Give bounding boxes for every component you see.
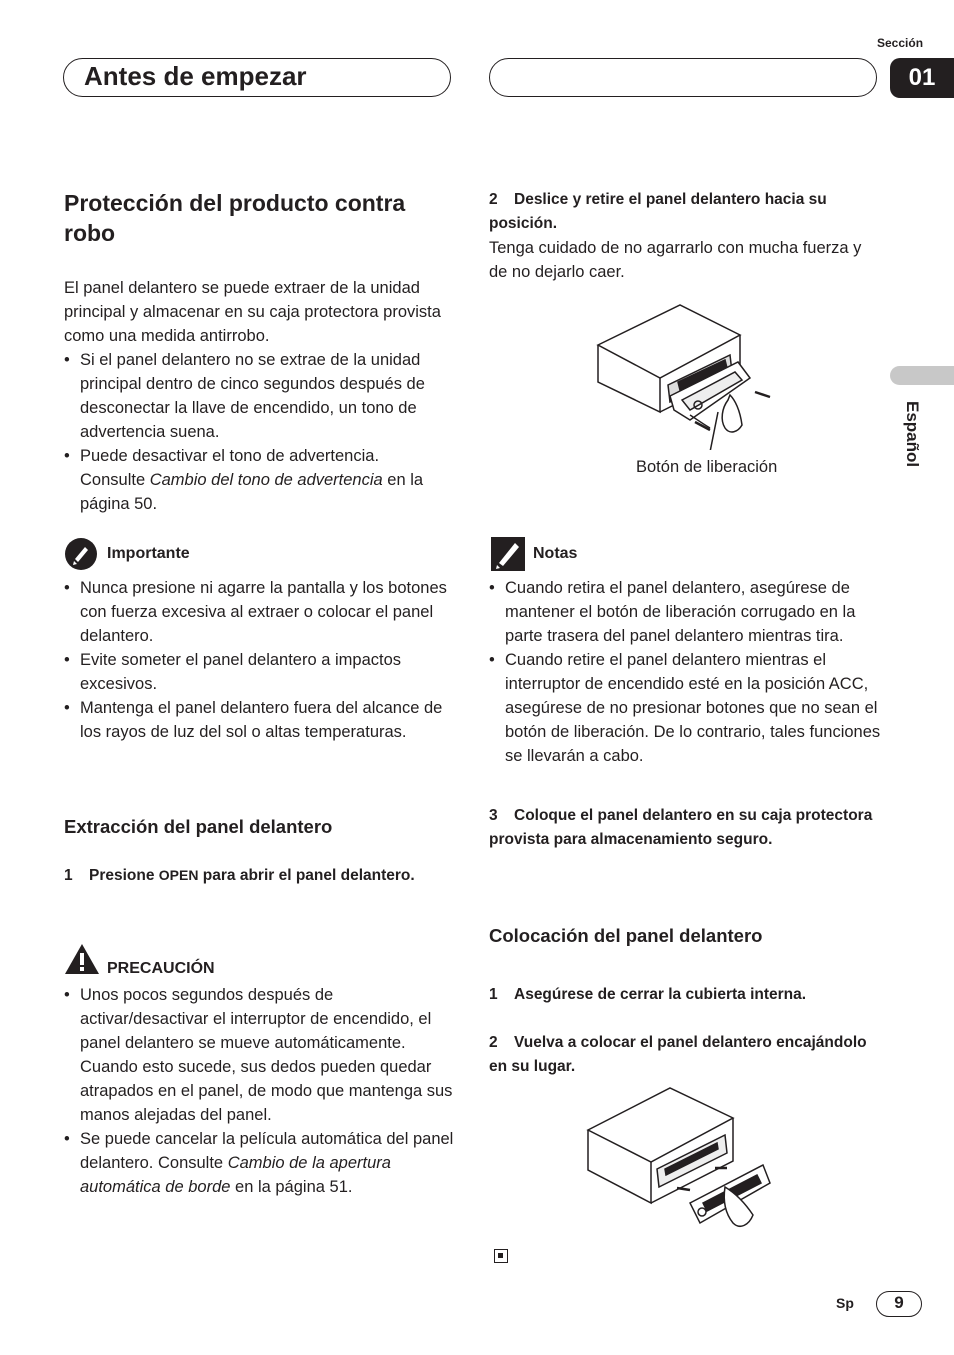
page-number: 9	[876, 1291, 922, 1317]
notes-icon	[491, 537, 525, 571]
list-item: • Se puede cancelar la película automática del panel delantero. Consulte Cambio de la apertura automática de borde en la página 51.	[64, 1127, 456, 1199]
page-title: Antes de empezar	[84, 61, 307, 91]
important-label: Importante	[107, 545, 190, 562]
subheading-extraction: Extracción del panel delantero	[64, 816, 333, 837]
front-panel-attach-illustration	[585, 1085, 775, 1235]
attach-step-2: 2 Vuelva a colocar el panel delantero encajándolo en su lugar.	[489, 1034, 867, 1075]
caution-label: PRECAUCIÓN	[107, 960, 215, 977]
protection-bullets	[64, 348, 452, 516]
list-item: • Si el panel delantero no se extrae de la unidad principal dentro de cinco segundos después de desconectar la llave de encendido, un tono de advertencia suena.	[64, 348, 452, 444]
list-item: • Puede desactivar el tono de advertencia. Consulte Cambio del tono de advertencia en la página 50.	[64, 444, 452, 516]
important-notes	[64, 576, 452, 744]
figure-caption-release-button: Botón de liberación	[636, 458, 778, 476]
list-item: • Nunca presione ni agarre la pantalla y los botones con fuerza excesiva al extraer o colocar el panel delantero.	[64, 576, 452, 648]
cross-reference: Cambio del tono de advertencia	[149, 471, 383, 489]
list-item: • Unos pocos segundos después de activar/desactivar el interruptor de encendido, el panel delantero se mueve automáticamente. Cuando esto sucede, sus dedos pueden quedar atrapados en el panel, de modo que mantenga sus manos alejadas del panel.	[64, 983, 456, 1127]
protection-intro: El panel delantero se puede extraer de la unidad principal y almacenar en su caja protectora provista como una medida antirrobo.	[64, 279, 441, 345]
language-label: Español	[903, 401, 922, 468]
list-item: • Cuando retira el panel delantero, asegúrese de mantener el botón de liberación corrugado en la parte trasera del panel delantero mientras tira.	[489, 576, 881, 648]
list-item: • Mantenga el panel delantero fuera del alcance de los rayos de luz del sol o altas temperaturas.	[64, 696, 452, 744]
left-column	[64, 188, 452, 516]
footer-language-code: Sp	[836, 1295, 854, 1311]
caution-notes	[64, 983, 456, 1199]
notes-list	[489, 576, 881, 768]
list-item: • Evite someter el panel delantero a impactos excesivos.	[64, 648, 452, 696]
list-item: • Cuando retire el panel delantero mientras el interruptor de encendido esté en la posición ACC, asegúrese de no presionar botones que no sean el botón de liberación. De lo contrario, tales funciones se llevarán a cabo.	[489, 648, 881, 768]
cross-reference: Cambio de la apertura automática de borde	[80, 1154, 391, 1196]
removal-step-3: 3 Coloque el panel delantero en su caja protectora provista para almacenamiento seguro.	[489, 807, 873, 848]
front-panel-removal-illustration	[590, 300, 790, 450]
attach-step-1: 1 Asegúrese de cerrar la cubierta interna.	[489, 986, 807, 1003]
section-number: 01	[890, 58, 954, 98]
language-tab	[890, 366, 954, 385]
open-key: OPEN	[158, 867, 199, 883]
important-icon	[64, 537, 98, 571]
removal-step-2: 2 Deslice y retire el panel delantero hacia su posición. Tenga cuidado de no agarrarlo con mucha fuerza y de no dejarlo caer.	[489, 191, 862, 281]
notes-label: Notas	[533, 545, 578, 562]
end-mark-icon	[494, 1249, 508, 1263]
extraction-step-1: 1 Presione OPEN para abrir el panel delantero.	[64, 867, 415, 884]
section-label: Sección	[877, 36, 924, 50]
subheading-attach: Colocación del panel delantero	[489, 925, 763, 946]
header-right-frame	[489, 58, 877, 97]
warning-triangle-icon	[64, 943, 100, 975]
section-heading-protection: Protección del producto contra robo	[64, 190, 406, 246]
